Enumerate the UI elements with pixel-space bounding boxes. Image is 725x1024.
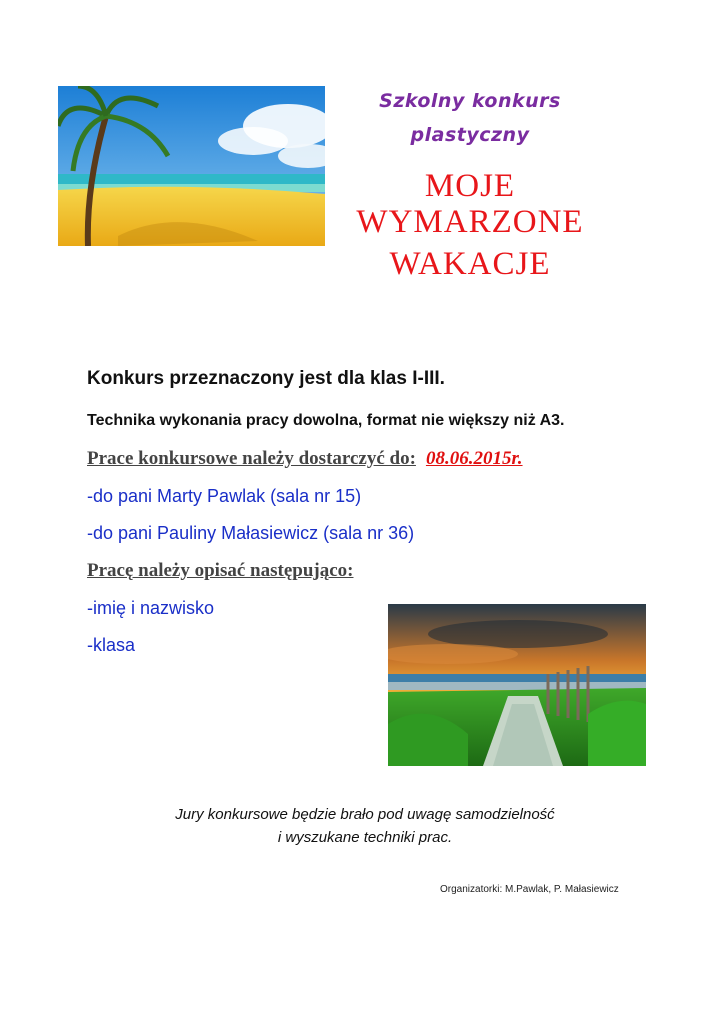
- organizers-text: Organizatorki: M.Pawlak, P. Małasiewicz: [440, 884, 619, 895]
- requirement-class: -klasa: [87, 635, 136, 655]
- contact-line-2: -do pani Pauliny Małasiewicz (sala nr 36): [87, 523, 415, 543]
- jury-note-line1: Jury konkursowe będzie brało pod uwagę samodzielność: [175, 806, 555, 823]
- jury-note-line2: i wyszukane techniki prac.: [277, 829, 453, 846]
- main-title-line3: WAKACJE: [389, 246, 551, 282]
- intended-for-text: Konkurs przeznaczony jest dla klas I-III.: [87, 368, 445, 389]
- contact-line-1: -do pani Marty Pawlak (sala nr 15): [87, 486, 362, 506]
- main-title-line2: WYMARZONE: [356, 204, 584, 240]
- main-title-line1: MOJE: [424, 168, 516, 204]
- deadline-label: Prace konkursowe należy dostarczyć do:: [87, 448, 416, 469]
- beach-palm-image: [58, 86, 325, 246]
- contest-title-line1: Szkolny konkurs: [379, 90, 561, 112]
- contest-title-line2: plastyczny: [410, 124, 530, 146]
- deadline-date: 08.06.2015r.: [425, 448, 523, 469]
- requirement-name: -imię i nazwisko: [87, 598, 215, 618]
- technique-text: Technika wykonania pracy dowolna, format nie większy niż A3.: [87, 412, 565, 429]
- describe-label: Pracę należy opisać następująco:: [87, 560, 354, 581]
- deadline-row: [87, 448, 523, 470]
- sunset-beach-path-image: [388, 604, 646, 766]
